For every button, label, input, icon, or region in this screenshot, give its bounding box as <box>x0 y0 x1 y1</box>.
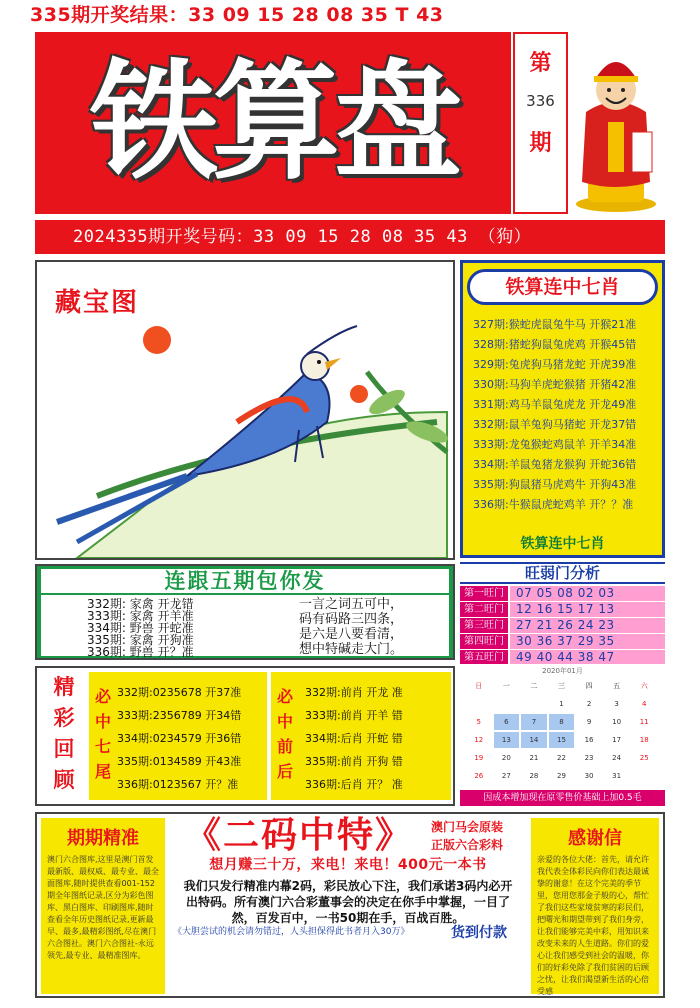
promo-footnote: 《大胆尝试的机会请勿错过，人头担保得此书者月入30万》 <box>173 927 410 937</box>
zodiac-pick: 龙兔猴蛇鸡鼠羊 <box>508 438 586 451</box>
pick-label: 后肖 <box>340 778 363 791</box>
five-period-body <box>41 595 449 659</box>
calendar-day[interactable]: 8 <box>549 714 575 730</box>
result-label: 开37准 <box>205 686 242 699</box>
issue-label: 333期: <box>87 609 126 623</box>
seven-zodiac-footer: 铁算连中七肖 <box>520 536 605 552</box>
highlights-review <box>35 666 455 806</box>
left-column-title: 期期精准 <box>67 828 139 849</box>
issue-label: 335期: <box>87 633 126 647</box>
code-label: 0235678 <box>152 686 202 699</box>
seven-zodiac-title: 铁算连中七肖 <box>467 269 658 305</box>
label-char: 必 <box>276 687 293 706</box>
thank-you-body: 亲爱的各位大佬：首先，请允许我代表全体彩民向你们表达最诚挚的谢意！在这个完美的季节里，您用您那金子般的心，帮忙了我们这些家境贫寒的彩民们，把曙光和期望带到了我们身旁，让我们能够完美中彩，用知识来改变未来的人生道路。你们的爱心让我们感受到社会的温暖，你们的好彩免除了我们贫困的后顾之忧，让我们渴望新生活的心倍受感 <box>537 855 649 996</box>
calendar-day[interactable]: 2 <box>586 700 592 708</box>
bottom-section <box>35 812 665 998</box>
issue-label: 327期: <box>473 318 509 331</box>
five-period-panel <box>35 564 455 660</box>
pick-label: 后肖 <box>340 732 363 745</box>
zodiac-pick: 牛猴鼠虎蛇鸡羊 <box>508 498 586 511</box>
zodiac-pick: 鸡马羊鼠兔虎龙 <box>508 398 586 411</box>
fortune-god-mascot-icon <box>568 32 664 214</box>
masthead-title: 铁算盘 <box>89 48 456 197</box>
calendar-day[interactable]: 27 <box>501 772 511 780</box>
result-label: 开？？准 <box>589 498 634 511</box>
pick-label: 家禽 <box>129 597 154 611</box>
list-item <box>473 335 658 355</box>
list-item <box>473 315 658 335</box>
label-char: 中 <box>94 712 111 731</box>
calendar-day[interactable]: 19 <box>474 754 484 762</box>
list-item <box>117 732 241 746</box>
seven-tail-label <box>93 684 113 784</box>
label-char: 尾 <box>94 762 111 781</box>
row-label: 第一旺门 <box>460 586 508 601</box>
slogan: 想月赚三十万，来电！来电！400元一本书 <box>209 857 487 873</box>
hot-cold-analysis <box>460 562 665 662</box>
zodiac-pick: 兔虎狗马猪龙蛇 <box>508 358 586 371</box>
poem-line: 一言之词五可中， <box>299 597 404 612</box>
result-label: 开43准 <box>205 755 242 768</box>
label-char: 中 <box>276 712 293 731</box>
issue-label: 333期: <box>305 709 341 722</box>
calendar-day[interactable]: 17 <box>612 736 622 744</box>
calendar-weekday: 二 <box>530 682 538 690</box>
table-row <box>460 586 665 602</box>
calendar-day[interactable]: 13 <box>494 732 520 748</box>
calendar-day[interactable]: 18 <box>639 736 649 744</box>
issue-label: 334期: <box>117 732 153 745</box>
center-column <box>169 814 527 998</box>
treasure-map-title: 藏宝图 <box>55 288 140 318</box>
label-char: 必 <box>94 687 111 706</box>
result-label: 开龙49准 <box>589 398 637 411</box>
result-label: 开？准 <box>157 645 194 659</box>
label-char: 前 <box>276 737 293 756</box>
issue-label: 332期: <box>473 418 509 431</box>
calendar-heading: 2020年01月 <box>542 667 583 675</box>
issue-label: 330期: <box>473 378 509 391</box>
thank-you-title: 感谢信 <box>568 828 622 849</box>
front-back-label <box>275 684 295 784</box>
calendar-day[interactable]: 15 <box>549 732 575 748</box>
result-label: 开？准 <box>205 778 239 791</box>
calendar-day[interactable]: 12 <box>474 736 484 744</box>
review-label <box>41 672 87 800</box>
issue-label: 334期: <box>87 621 126 635</box>
review-char: 顾 <box>53 768 75 792</box>
calendar-day[interactable]: 16 <box>584 736 594 744</box>
calendar-day[interactable] <box>494 696 520 712</box>
calendar-day[interactable]: 30 <box>584 772 594 780</box>
issue-label: 333期: <box>473 438 509 451</box>
calendar-weekday: 五 <box>613 682 621 690</box>
pick-label: 野兽 <box>129 645 154 659</box>
issue-prefix: 第 <box>529 51 552 76</box>
list-item <box>473 435 658 455</box>
pick-label: 前肖 <box>340 709 363 722</box>
result-label: 开羊准 <box>157 609 194 623</box>
issue-label: 333期: <box>117 709 153 722</box>
poem-line: 码有码路三四条， <box>299 612 404 627</box>
calendar-day[interactable]: 31 <box>612 772 622 780</box>
code-label: 0123567 <box>152 778 202 791</box>
code-label: 0234579 <box>152 732 202 745</box>
zodiac-pick: 狗鼠猪马虎鸡牛 <box>508 478 586 491</box>
calendar-day[interactable]: 10 <box>612 718 622 726</box>
list-item <box>473 355 658 375</box>
calendar-day[interactable]: 11 <box>639 718 649 726</box>
price-note: 因成本增加现在原零售价基础上加0.5毛 <box>460 790 665 806</box>
issue-label: 335期: <box>305 755 341 768</box>
row-numbers: 12 16 15 17 13 <box>510 602 665 617</box>
pick-label: 家禽 <box>129 633 154 647</box>
issue-label: 335期: <box>117 755 153 768</box>
calendar-day[interactable] <box>521 696 547 712</box>
row-label: 第三旺门 <box>460 618 508 633</box>
table-row <box>460 602 665 618</box>
zodiac-pick: 羊鼠兔猪龙猴狗 <box>508 458 586 471</box>
calendar-weekday: 日 <box>475 682 483 690</box>
result-label: 开猴21准 <box>589 318 637 331</box>
calendar-weekday: 三 <box>557 682 565 690</box>
zodiac-pick: 马狗羊虎蛇猴猪 <box>508 378 586 391</box>
calendar-day[interactable]: 26 <box>474 772 484 780</box>
calendar-day[interactable]: 9 <box>586 718 592 726</box>
list-item <box>305 732 403 746</box>
label-char: 后 <box>276 762 293 781</box>
row-numbers: 49 40 44 38 47 <box>510 650 665 665</box>
list-item <box>473 375 658 395</box>
pick-label: 家禽 <box>129 609 154 623</box>
draw-result-bar: 2024335期开奖号码：33 09 15 28 08 35 43 （狗） <box>35 220 665 254</box>
row-numbers: 30 36 37 29 35 <box>510 634 665 649</box>
zodiac-pick: 鼠羊兔狗马猪蛇 <box>508 418 586 431</box>
calendar-weekday: 四 <box>585 682 593 690</box>
list-item <box>473 415 658 435</box>
issue-label: 334期: <box>305 732 341 745</box>
issue-label: 329期: <box>473 358 509 371</box>
list-item <box>305 686 403 700</box>
list-item <box>305 709 403 723</box>
result-label: 开蛇 错 <box>366 732 403 745</box>
issue-label: 336期: <box>87 645 126 659</box>
result-label: 开龙错 <box>157 597 194 611</box>
row-label: 第二旺门 <box>460 602 508 617</box>
calendar-day[interactable]: 24 <box>612 754 622 762</box>
calendar-day[interactable]: 14 <box>521 732 547 748</box>
row-numbers: 07 05 08 02 03 <box>510 586 665 601</box>
table-row <box>460 634 665 650</box>
review-char: 精 <box>53 675 75 699</box>
calendar-day[interactable] <box>631 768 657 784</box>
calendar-grid <box>466 678 659 786</box>
list-item <box>473 395 658 415</box>
issue-suffix: 期 <box>529 131 552 156</box>
list-item <box>87 646 194 659</box>
issue-label: 334期: <box>473 458 509 471</box>
issue-label: 328期: <box>473 338 509 351</box>
result-label: 开狗43准 <box>589 478 637 491</box>
review-char: 彩 <box>53 706 75 730</box>
calendar-day[interactable]: 3 <box>614 700 619 708</box>
result-label: 开？ 准 <box>366 778 403 791</box>
issue-label: 331期: <box>473 398 509 411</box>
promo-body: 我们只发行精准内幕2码，彩民放心下注，我们承诺3码内必开出特码。所有澳门六合彩董事会的决定在你手中掌握，一目了然，百发百中，一书50期在手，百战百胜。 <box>183 879 513 925</box>
calendar-day[interactable]: 5 <box>476 718 482 726</box>
list-item <box>117 755 241 769</box>
result-label: 开虎39准 <box>589 358 637 371</box>
issue-label: 332期: <box>87 597 126 611</box>
review-char: 回 <box>53 737 75 761</box>
result-label: 开龙 准 <box>366 686 403 699</box>
pick-label: 前肖 <box>340 686 363 699</box>
list-item <box>473 495 658 515</box>
hot-cold-title: 旺弱门分析 <box>460 562 665 584</box>
label-char: 七 <box>94 737 111 756</box>
issue-number: 336 <box>526 92 555 110</box>
calendar-day[interactable]: 25 <box>639 754 649 762</box>
calendar-weekday: 一 <box>502 682 510 690</box>
issue-label: 336期: <box>117 778 153 791</box>
calendar-day[interactable]: 6 <box>494 714 520 730</box>
calendar-day[interactable]: 20 <box>501 754 511 762</box>
source-label: 正版六合彩料 <box>431 838 504 852</box>
list-item <box>305 778 403 792</box>
masthead <box>35 32 511 214</box>
row-label: 第五旺门 <box>460 650 508 665</box>
calendar-weekday: 六 <box>640 682 648 690</box>
pick-label: 前肖 <box>340 755 363 768</box>
bird-illustration-icon <box>37 262 453 558</box>
list-item <box>473 475 658 495</box>
issue-label: 335期: <box>473 478 509 491</box>
calendar <box>460 664 665 788</box>
table-row <box>460 618 665 634</box>
code-label: 2356789 <box>152 709 202 722</box>
issue-label: 332期: <box>117 686 153 699</box>
result-label: 开狗 错 <box>366 755 403 768</box>
result-label: 开龙37错 <box>589 418 637 431</box>
calendar-day[interactable]: 21 <box>529 754 539 762</box>
list-item <box>473 455 658 475</box>
calendar-day[interactable]: 23 <box>584 754 594 762</box>
source-label: 澳门马会原装 <box>431 820 504 834</box>
list-item <box>305 755 403 769</box>
calendar-day[interactable]: 4 <box>641 700 647 708</box>
poem-line: 是六是八要看清， <box>299 627 404 642</box>
result-label: 开34错 <box>205 709 242 722</box>
front-back-box <box>271 672 451 800</box>
issue-label: 336期: <box>305 778 341 791</box>
five-period-title: 连跟五期包你发 <box>41 569 449 593</box>
seven-tail-box <box>89 672 267 800</box>
list-item <box>117 686 241 700</box>
treasure-map-panel <box>35 260 455 560</box>
top-result-line: 335期开奖结果：33 09 15 28 08 35 T 43 <box>30 4 444 26</box>
issue-label: 336期: <box>473 498 509 511</box>
issue-label: 332期: <box>305 686 341 699</box>
result-label: 开羊34准 <box>589 438 637 451</box>
list-item <box>117 709 241 723</box>
code-label: 0134589 <box>152 755 202 768</box>
list-item <box>117 778 238 792</box>
calendar-day[interactable]: 7 <box>521 714 547 730</box>
calendar-day[interactable]: 29 <box>557 772 566 780</box>
result-label: 开36错 <box>205 732 242 745</box>
result-label: 开羊 错 <box>366 709 403 722</box>
row-label: 第四旺门 <box>460 634 508 649</box>
result-label: 开狗准 <box>157 633 194 647</box>
result-label: 开猴45错 <box>589 338 637 351</box>
pick-label: 野兽 <box>129 621 154 635</box>
calendar-day[interactable]: 28 <box>529 772 539 780</box>
left-column <box>41 818 165 994</box>
result-label: 开蛇准 <box>157 621 194 635</box>
seven-zodiac-panel <box>460 260 665 558</box>
right-column <box>531 818 659 994</box>
zodiac-pick: 猪蛇狗鼠兔虎鸡 <box>508 338 586 351</box>
issue-box <box>513 32 568 214</box>
row-numbers: 27 21 26 24 23 <box>510 618 665 633</box>
calendar-day[interactable]: 22 <box>557 754 566 762</box>
poem-line: 想中特碱走大门。 <box>299 642 404 657</box>
poem <box>299 597 449 657</box>
cash-on-delivery-label: 货到付款 <box>451 925 507 941</box>
result-label: 开蛇36错 <box>589 458 637 471</box>
calendar-day[interactable]: 1 <box>559 700 564 708</box>
calendar-day[interactable] <box>466 696 492 712</box>
two-code-title: 《二码中特》 <box>184 815 413 856</box>
result-label: 开猪42准 <box>589 378 637 391</box>
zodiac-pick: 猴蛇虎鼠兔牛马 <box>508 318 586 331</box>
left-column-body: 澳门六合图库,这里是澳门首发最新版、最权威、最专业、最全面图库,随时提供查看001-152期全年图纸记录,区分为彩色图库、黑白图库、印刷图库,随时查看全年历史图纸记录,更新最早、最多,最精彩图纸,尽在澳门六合图社。澳门六合图社-永远领先,最专业、最精准图库。 <box>47 855 159 960</box>
